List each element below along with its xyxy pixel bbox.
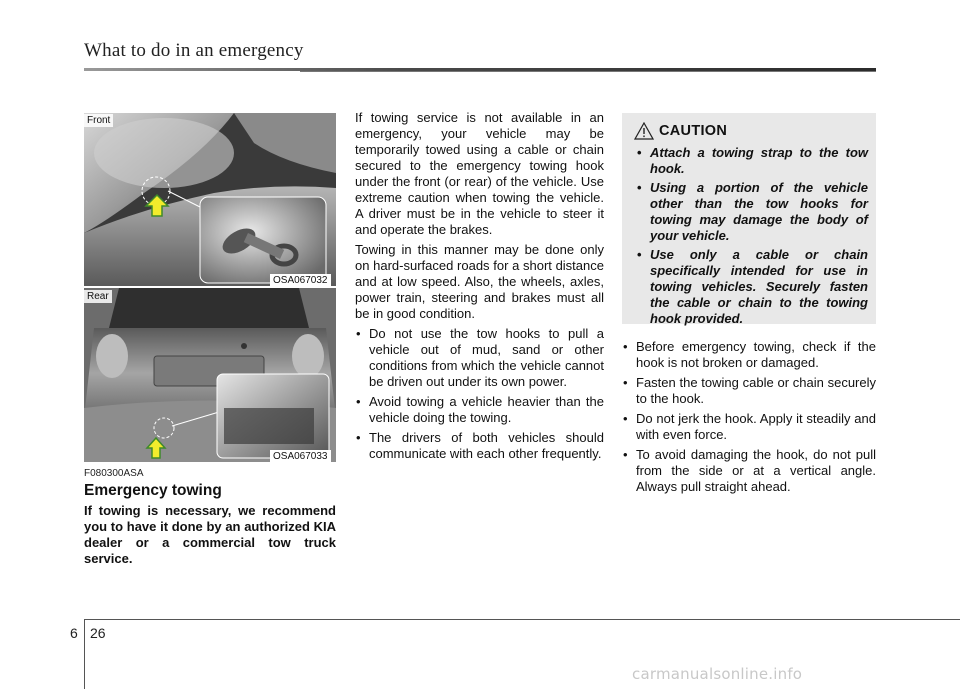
- list-item: • Do not jerk the hook. Apply it steadily and with even force.: [622, 411, 876, 443]
- caution-header: [634, 121, 868, 141]
- rear-tow-hook-photo: [84, 288, 336, 462]
- front-photo-code: OSA067032: [270, 274, 331, 287]
- list-item: • Using a portion of the vehicle other than the tow hooks for towing may damage the body of your vehicle.: [632, 180, 868, 244]
- list-item: • Use only a cable or chain specifically intended for use in towing vehicles. Securely fasten the cable or chain to the towing hook provided.: [632, 247, 868, 327]
- list-item: • Avoid towing a vehicle heavier than the vehicle doing the towing.: [355, 394, 604, 426]
- page-header-title: What to do in an emergency: [84, 40, 304, 61]
- towing-paragraph-1: If towing service is not available in an emergency, your vehicle may be temporarily towed using a cable or chain secured to the emergency towing hook under the front (or rear) of the vehicle. Use extreme caution when towing the vehicle. A driver must be in the vehicle to steer it and operate the brakes.: [355, 110, 604, 237]
- list-item: • The drivers of both vehicles should communicate with each other frequently.: [355, 430, 604, 462]
- chapter-number: 6: [70, 625, 78, 641]
- section-code: F080300ASA: [84, 468, 144, 479]
- front-tow-hook-photo: [84, 113, 336, 286]
- section-title: Emergency towing: [84, 482, 222, 499]
- rear-bumper-illustration: [84, 288, 336, 462]
- list-item: • To avoid damaging the hook, do not pull from the side or at a vertical angle. Always pull straight ahead.: [622, 447, 876, 495]
- rear-photo-code: OSA067033: [270, 450, 331, 463]
- warning-triangle-icon: [634, 122, 654, 140]
- caution-list: [632, 145, 868, 327]
- rear-photo-label: Rear: [84, 290, 112, 303]
- list-item: • Attach a towing strap to the tow hook.: [632, 145, 868, 177]
- list-item: • Before emergency towing, check if the hook is not broken or damaged.: [622, 339, 876, 371]
- tow-hook-tips-column: [622, 339, 876, 499]
- footer-divider: [84, 619, 85, 689]
- towing-paragraph-2: Towing in this manner may be done only on hard-surfaced roads for a short distance and at low speed. Also, the wheels, axles, power train, steering and brakes must all be in good condition.: [355, 242, 604, 321]
- caution-title: CAUTION: [659, 123, 728, 139]
- list-item: • Fasten the towing cable or chain securely to the hook.: [622, 375, 876, 407]
- towing-bullet-list: [355, 326, 604, 462]
- watermark: carmanualsonline.info: [632, 665, 803, 683]
- footer-rule: [84, 619, 960, 620]
- caution-box: [622, 113, 876, 324]
- front-photo-label: Front: [84, 114, 113, 127]
- section-intro: If towing is necessary, we recommend you to have it done by an authorized KIA dealer or a commercial tow truck service.: [84, 503, 336, 566]
- page-number: 26: [90, 625, 106, 641]
- towing-instructions-column: [355, 110, 604, 466]
- list-item: • Do not use the tow hooks to pull a vehicle out of mud, sand or other conditions from which the vehicle cannot be driven out under its own power.: [355, 326, 604, 390]
- front-bumper-illustration: [84, 113, 336, 286]
- header-rule-thin: [300, 71, 876, 72]
- tow-hook-tips-list: [622, 339, 876, 495]
